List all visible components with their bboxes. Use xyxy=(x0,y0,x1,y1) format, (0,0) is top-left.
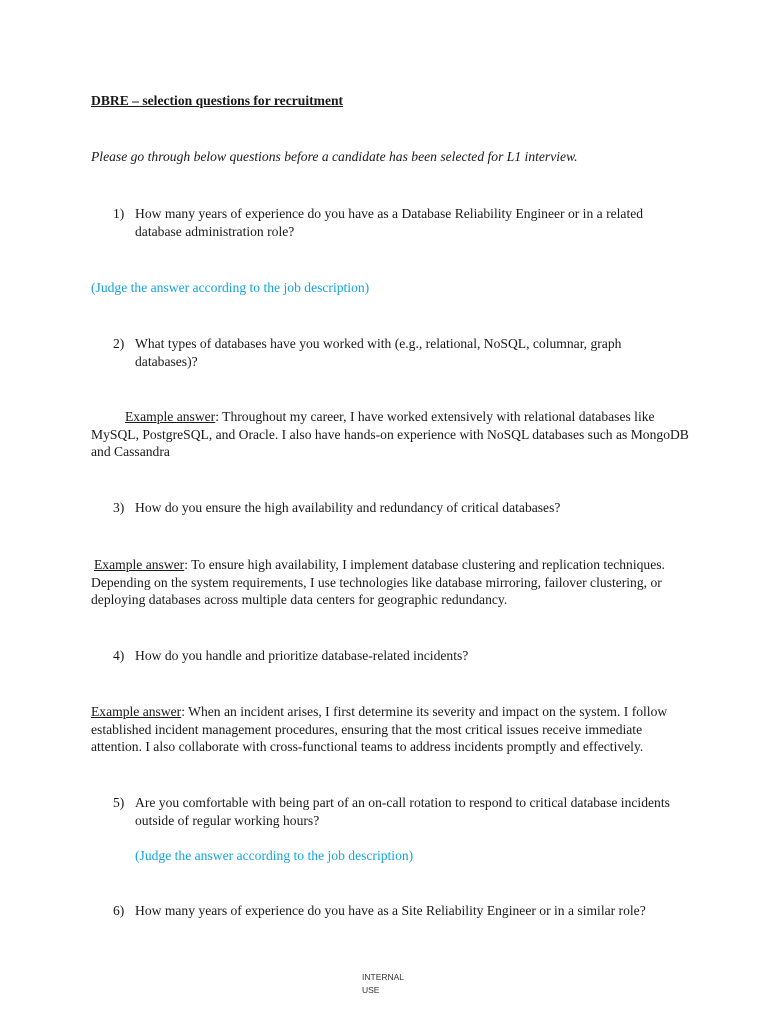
question-4 xyxy=(113,647,673,665)
question-number: 4) xyxy=(113,648,125,663)
question-number: 1) xyxy=(113,206,125,221)
question-5 xyxy=(113,794,673,829)
footer-line: USE xyxy=(362,985,380,995)
question-1 xyxy=(113,205,673,240)
intro-text: Please go through below questions before a candidate has been selected for L1 interview. xyxy=(91,149,578,164)
question-2 xyxy=(113,335,673,370)
question-6 xyxy=(113,902,673,920)
question-3 xyxy=(113,499,673,517)
example-answer xyxy=(91,703,691,756)
question-number: 6) xyxy=(113,903,125,918)
example-answer-label: Example answer xyxy=(94,557,185,572)
footer-line: INTERNAL xyxy=(362,972,405,982)
example-answer-text: : Throughout my career, I have worked extensively with relational databases like MySQL, PostgreSQL, and Oracle. I also have hands-on experience with NoSQL databases such as MongoDB and Cassandra xyxy=(91,409,689,459)
example-answer-text: : When an incident arises, I first determine its severity and impact on the system. I follow established incident management procedures, ensuring that the most critical issues receive immediate attention. I also collaborate with cross-functional teams to address incidents promptly and effectively. xyxy=(91,704,668,754)
example-answer-text: : To ensure high availability, I implement database clustering and replication techniques. Depending on the system requirements, I use technologies like database mirroring, failover clustering, or deploying databases across multiple data centers for geographic redundancy. xyxy=(91,557,665,607)
question-number: 5) xyxy=(113,795,125,810)
example-answer-label: Example answer xyxy=(91,704,182,719)
question-text: Are you comfortable with being part of an on-call rotation to respond to critical database incidents outside of regular working hours? xyxy=(135,795,670,828)
question-text: How do you ensure the high availability and redundancy of critical databases? xyxy=(135,500,561,515)
question-text: How many years of experience do you have as a Site Reliability Engineer or in a similar role? xyxy=(135,903,646,918)
classification-footer xyxy=(362,971,422,997)
question-text: What types of databases have you worked with (e.g., relational, NoSQL, columnar, graph databases)? xyxy=(135,336,622,369)
example-answer-label: Example answer xyxy=(125,409,216,424)
example-answer xyxy=(91,556,691,609)
question-number: 3) xyxy=(113,500,125,515)
judge-note: (Judge the answer according to the job description) xyxy=(135,848,414,863)
question-text: How many years of experience do you have as a Database Reliability Engineer or in a related database administration role? xyxy=(135,206,644,239)
judge-note: (Judge the answer according to the job description) xyxy=(91,280,370,295)
document-title: DBRE – selection questions for recruitment xyxy=(91,93,344,108)
example-answer xyxy=(91,408,691,461)
question-number: 2) xyxy=(113,336,125,351)
question-text: How do you handle and prioritize database-related incidents? xyxy=(135,648,469,663)
